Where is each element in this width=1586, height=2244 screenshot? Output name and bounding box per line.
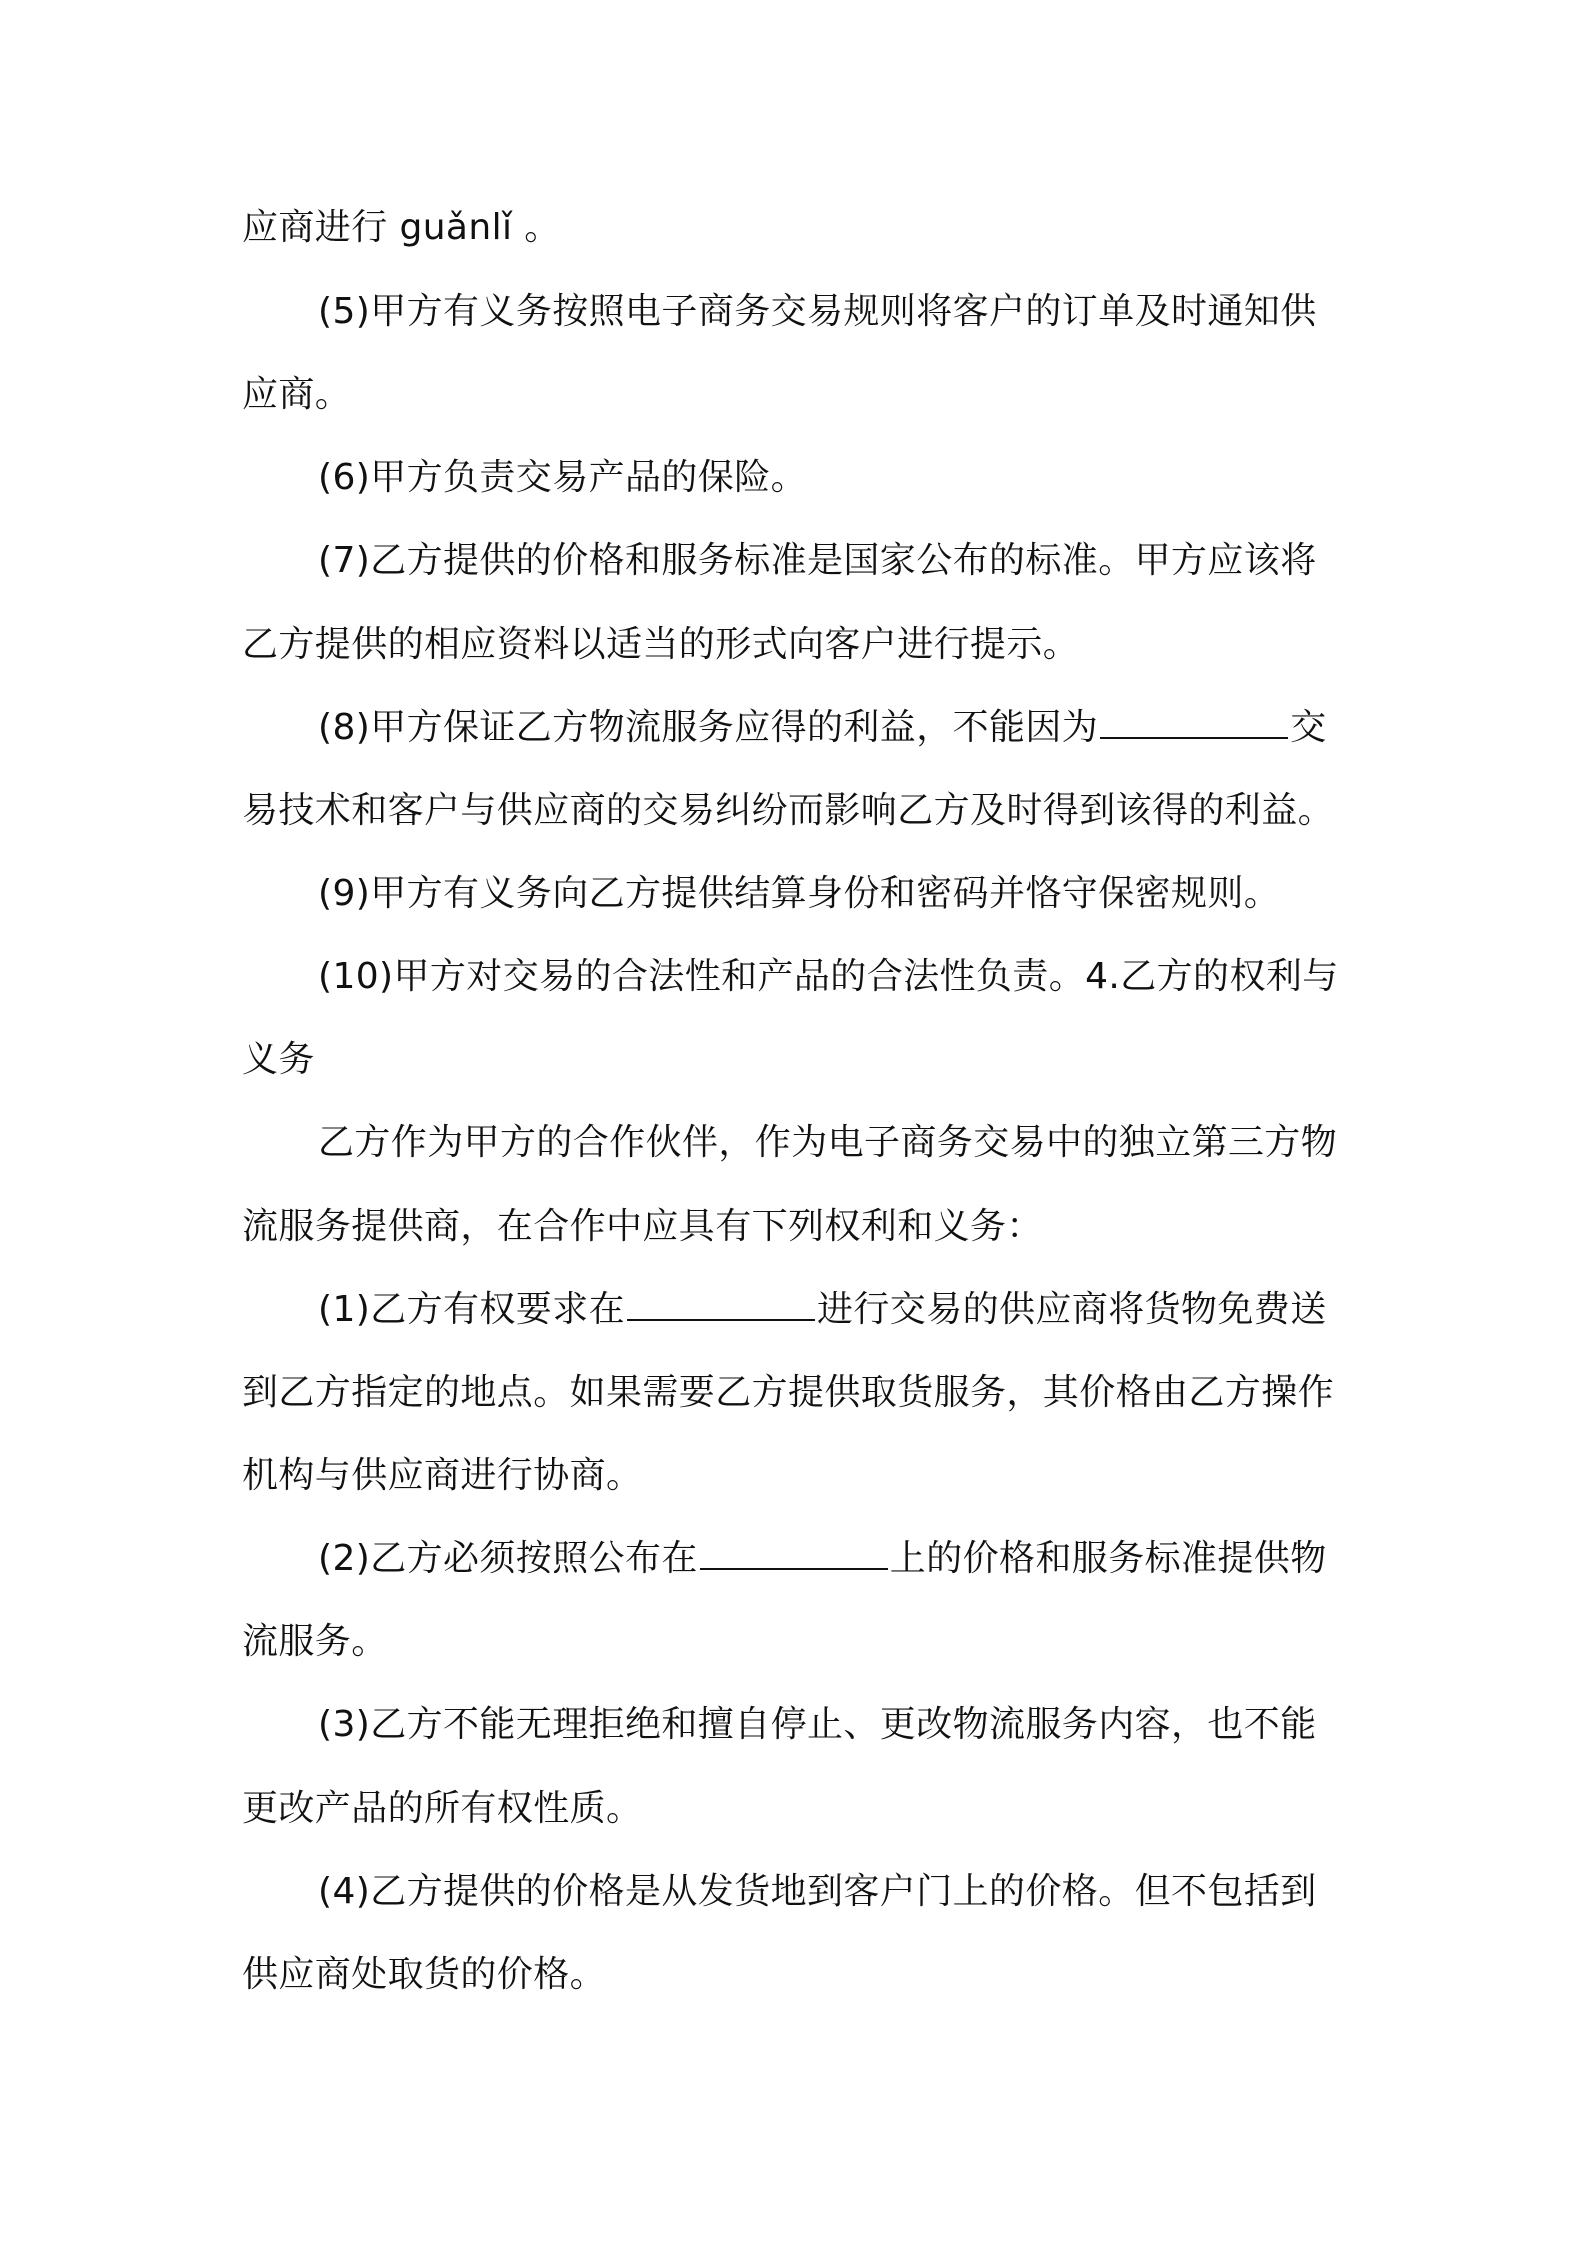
fill-in-blank	[1100, 707, 1288, 739]
text-line	[318, 1288, 1327, 1332]
text-line: (7)乙方提供的价格和服务标准是国家公布的标准。甲方应该将	[318, 540, 1317, 581]
text-line: 乙方提供的相应资料以适当的形式向客户进行提示。	[242, 624, 1080, 665]
text-line: (3)乙方不能无理拒绝和擅自停止、更改物流服务内容，也不能	[318, 1704, 1317, 1745]
text-line	[318, 1537, 1327, 1581]
text-line: (5)甲方有义务按照电子商务交易规则将客户的订单及时通知供	[318, 291, 1317, 332]
text-line: 流服务。	[242, 1621, 388, 1662]
text-line: 乙方作为甲方的合作伙伴，作为电子商务交易中的独立第三方物	[318, 1122, 1338, 1163]
text-line: (9)甲方有义务向乙方提供结算身份和密码并恪守保密规则。	[318, 873, 1281, 914]
text-line: (6)甲方负责交易产品的保险。	[318, 457, 807, 498]
text-line: 更改产品的所有权性质。	[242, 1788, 643, 1829]
text-line: 易技术和客户与供应商的交易纠纷而影响乙方及时得到该得的利益。	[242, 790, 1335, 831]
text-line: 到乙方指定的地点。如果需要乙方提供取货服务，其价格由乙方操作	[242, 1372, 1335, 1413]
fill-in-blank	[627, 1289, 815, 1321]
text-line: (4)乙方提供的价格是从发货地到客户门上的价格。但不包括到	[318, 1871, 1317, 1912]
text-segment: 交	[1290, 707, 1327, 748]
text-segment: 上的价格和服务标准提供物	[889, 1538, 1327, 1579]
text-segment: (1)乙方有权要求在	[318, 1289, 625, 1330]
text-segment: (2)乙方必须按照公布在	[318, 1538, 698, 1579]
text-segment: 进行交易的供应商将货物免费送	[817, 1289, 1327, 1330]
text-line: 供应商处取货的价格。	[242, 1954, 607, 1995]
text-line: 应商。	[242, 374, 352, 415]
text-line: 机构与供应商进行协商。	[242, 1455, 643, 1496]
fill-in-blank	[700, 1538, 888, 1570]
text-line: (10)甲方对交易的合法性和产品的合法性负责。4.乙方的权利与	[318, 956, 1339, 997]
text-line: 义务	[242, 1039, 315, 1080]
text-line	[318, 706, 1327, 750]
text-segment: (8)甲方保证乙方物流服务应得的利益，不能因为	[318, 707, 1099, 748]
text-line: 应商进行 guǎnlǐ 。	[242, 207, 561, 248]
text-line: 流服务提供商，在合作中应具有下列权利和义务：	[242, 1206, 1043, 1247]
